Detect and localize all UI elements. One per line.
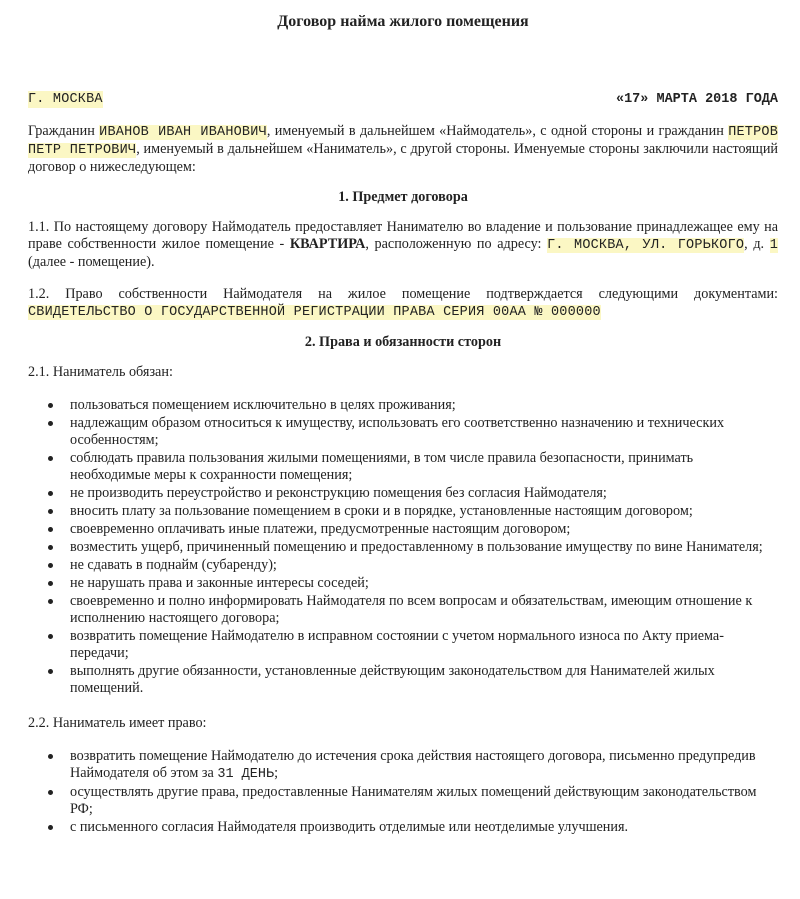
list-item: пользоваться помещением исключительно в целях проживания; [70,397,778,414]
tenant-obligations-list [28,397,778,697]
property-type-field: КВАРТИРА [289,236,366,252]
intro-text: , именуемый в дальнейшем «Наймодатель», с одной стороны и гражданин [266,123,729,139]
list-item-text: возвратить помещение Наймодателю до истечения срока действия настоящего договора, письменно предупредив Наймодателя об этом за [70,748,756,781]
list-item: надлежащим образом относиться к имуществу, использовать его соответственно назначению и технических особенностям; [70,415,778,449]
address-field: Г. МОСКВА, УЛ. ГОРЬКОГО [547,238,745,253]
intro-text: Гражданин [28,123,100,139]
list-item: осуществлять другие права, предоставленные Нанимателям жилых помещений действующим законодательством РФ; [70,784,778,818]
clause-text: 1.2. Право собственности Наймодателя на жилое помещение подтверждается следующими документами: [28,286,778,302]
clause-2-2-label: 2.2. Наниматель имеет право: [28,715,207,731]
clause-text: , д. [744,236,770,252]
section-1-title: 1. Предмет договора [338,189,468,205]
intro-text: , именуемый в дальнейшем «Наниматель», с другой стороны. Именуемые стороны заключили настоящий договор о нижеследующем: [28,141,779,175]
clause-1-1 [28,219,778,271]
city-date-line [28,91,778,108]
clause-text: , расположенную по адресу: [365,236,548,252]
list-item: возместить ущерб, причиненный помещению и предоставленному в пользование имуществу по вине Нанимателя; [70,539,778,556]
tenant-rights-list [28,748,778,836]
list-item: своевременно оплачивать иные платежи, предусмотренные настоящим договором; [70,521,778,538]
list-item: не сдавать в поднайм (субаренду); [70,557,778,574]
date-field: «17» МАРТА 2018 ГОДА [615,92,778,107]
list-item: возвратить помещение Наймодателю в исправном состоянии с учетом нормального износа по Акту приема-передачи; [70,628,778,662]
clause-text: 1.1. По настоящему договору Наймодатель предоставляет Нанимателю во владение и пользование принадлежащее ему на праве собственности жилое помещение - [28,219,778,252]
list-item: вносить плату за пользование помещением в сроки и в порядке, установленные настоящим договором; [70,503,778,520]
list-item: соблюдать правила пользования жилыми помещениями, в том числе правила безопасности, принимать необходимые меры к сохранности помещения; [70,450,778,484]
list-item: выполнять другие обязанности, установленные действующим законодательством для Нанимателей жилых помещений. [70,663,778,697]
city-field: Г. МОСКВА [28,92,103,107]
clause-2-1-label: 2.1. Наниматель обязан: [28,364,173,380]
list-item: не нарушать права и законные интересы соседей; [70,575,778,592]
document-title: Договор найма жилого помещения [277,13,529,30]
intro-paragraph [28,123,778,176]
tenant-name-field: ПЕТРОВ ПЕТР ПЕТРОВИЧ [28,125,779,158]
landlord-name-field: ИВАНОВ ИВАН ИВАНОВИЧ [99,125,267,140]
list-item [70,748,778,783]
clause-text: (далее - помещение). [28,254,155,270]
house-number-field: 1 [769,238,779,253]
list-item-text: ; [274,765,279,781]
section-2-title: 2. Права и обязанности сторон [304,334,502,350]
list-item: с письменного согласия Наймодателя производить отделимые или неотделимые улучшения. [70,819,778,836]
notice-period-field: 31 ДЕНЬ [217,767,275,782]
list-item: своевременно и полно информировать Наймодателя по всем вопросам и обязательствам, имеющим отношение к исполнению настоящего договора; [70,593,778,627]
list-item: не производить переустройство и реконструкцию помещения без согласия Наймодателя; [70,485,778,502]
ownership-document-field: СВИДЕТЕЛЬСТВО О ГОСУДАРСТВЕННОЙ РЕГИСТРАЦИИ ПРАВА СЕРИЯ 00АА № 000000 [28,305,601,320]
clause-1-2 [28,286,778,321]
